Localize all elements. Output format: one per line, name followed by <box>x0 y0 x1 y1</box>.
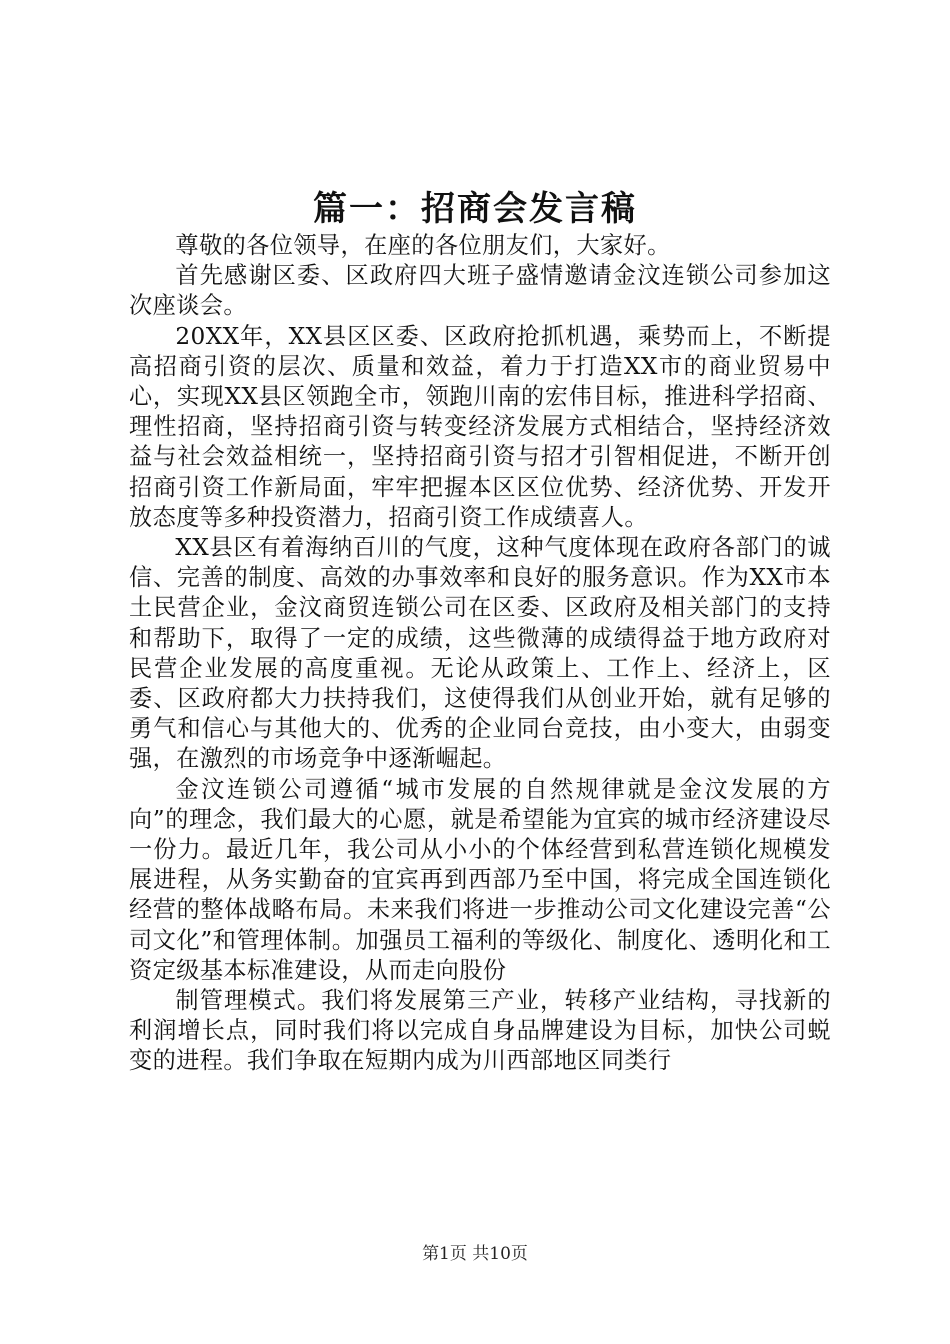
paragraph-company: 金汶连锁公司遵循“城市发展的自然规律就是金汶发展的方向”的理念，我们最大的心愿，就是希望能为宜宾的城市经济建设尽一份力。最近几年，我公司从小小的个体经营到私营连锁化规模发展进程，从务实勤奋的宜宾再到西部乃至中国，将完成全国连锁化经营的整体战略布局。未来我们将进一步推动公司文化建设完善“公司文化”和管理体制。加强员工福利的等级化、制度化、透明化和工资定级基本标准建设，从而走向股份 <box>129 775 831 984</box>
page-number-footer: 第1页 共10页 <box>422 1244 528 1264</box>
paragraph-investment: 20XX年，XX县区区委、区政府抢抓机遇，乘势而上，不断提高招商引资的层次、质量和效益，着力于打造XX市的商业贸易中心，实现XX县区领跑全市，领跑川南的宏伟目标，推进科学招商、理性招商，坚持招商引资与转变经济发展方式相结合，坚持经济效益与社会效益相统一，坚持招商引资与招才引智相促进，不断开创招商引资工作新局面，牢牢把握本区区位优势、经济优势、开发开放态度等多种投资潜力，招商引资工作成绩喜人。 <box>129 322 831 531</box>
paragraph-plans: 制管理模式。我们将发展第三产业，转移产业结构，寻找新的利润增长点，同时我们将以完成自身品牌建设为目标，加快公司蜕变的进程。我们争取在短期内成为川西部地区同类行 <box>129 987 831 1075</box>
page-title: 篇一：招商会发言稿 <box>313 189 637 229</box>
paragraph-greeting: 尊敬的各位领导，在座的各位朋友们，大家好。 <box>175 232 671 259</box>
paragraph-thanks: 首先感谢区委、区政府四大班子盛情邀请金汶连锁公司参加这次座谈会。 <box>129 262 831 320</box>
paragraph-support: XX县区有着海纳百川的气度，这种气度体现在政府各部门的诚信、完善的制度、高效的办事效率和良好的服务意识。作为XX市本土民营企业，金汶商贸连锁公司在区委、区政府及相关部门的支持和帮助下，取得了一定的成绩，这些微薄的成绩得益于地方政府对民营企业发展的高度重视。无论从政策上、工作上、经济上，区委、区政府都大力扶持我们，这使得我们从创业开始，就有足够的勇气和信心与其他大的、优秀的企业同台竞技，由小变大，由弱变强，在激烈的市场竞争中逐渐崛起。 <box>129 534 831 773</box>
document-body <box>129 231 831 1077</box>
